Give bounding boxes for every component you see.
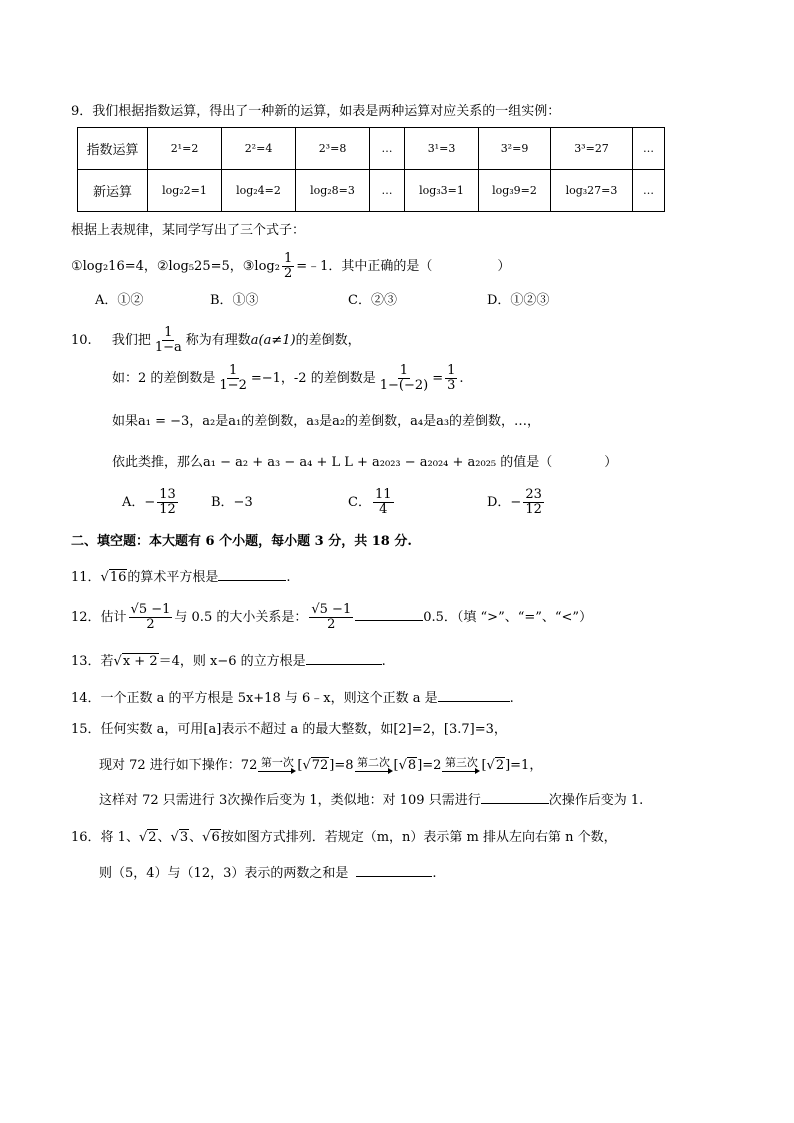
table-cell: 2³=8: [296, 128, 370, 170]
q16-question: [99, 864, 437, 883]
q9-option-a: A．①②: [95, 293, 144, 308]
answer-blank[interactable]: [438, 689, 510, 702]
q10-post: 称为有理数: [185, 333, 251, 348]
fraction-numerator: √5 −1: [130, 602, 171, 617]
q16-post: 按如图方式排列．若规定（m，n）表示第 m 排从左向右第 n 个数，: [220, 830, 617, 845]
q9-option-d: D．①②③: [487, 293, 550, 308]
q9-statement-end: =﹣1．其中正确的是（ ）: [296, 259, 511, 274]
q10-end: 的差倒数，: [295, 333, 361, 348]
q12-pre: 12．估计: [71, 610, 127, 625]
q13-end: .: [381, 654, 386, 669]
fraction: [129, 603, 173, 632]
q12-end: 0.5．（填 “>”、“=”、“<”）: [423, 610, 593, 625]
radicand: 2: [495, 758, 505, 773]
q11: [71, 568, 291, 587]
fraction: [378, 364, 430, 393]
q9-option-c: C．②③: [348, 293, 397, 308]
fraction-numerator: 11: [374, 487, 392, 502]
row-header-exponent: 指数运算: [78, 128, 148, 170]
q13-mid: ＝4，则 x−6 的立方根是: [158, 654, 306, 669]
q15-value: ]=1，: [505, 758, 543, 773]
fraction: [282, 252, 294, 281]
answer-blank[interactable]: [481, 791, 549, 804]
fraction: [373, 488, 394, 517]
fraction-numerator: 1: [228, 363, 238, 378]
q14: [71, 689, 514, 708]
q12-mid: 与 0.5 的大小关系是：: [174, 610, 308, 625]
arrow-label: 第三次: [444, 756, 478, 769]
q15-value: ]=8: [329, 758, 354, 773]
radicand: 16: [109, 570, 127, 585]
q10-example-mid: =−1，-2 的差倒数是: [250, 371, 376, 386]
q16-stem: [71, 829, 617, 847]
answer-blank[interactable]: [355, 608, 423, 621]
q11-text: 的算术平方根是: [127, 570, 219, 585]
q15-value: ]=2: [417, 758, 442, 773]
fraction-denominator: 2: [327, 617, 336, 632]
q10-sequence-def: 如果a₁ = −3，a₂是a₁的差倒数，a₃是a₂的差倒数，a₄是a₃的差倒数，…，: [112, 414, 541, 429]
fraction-denominator: 12: [525, 502, 542, 517]
fraction-denominator: 3: [447, 378, 456, 393]
q10-definition: [71, 326, 361, 355]
q12: [71, 600, 592, 636]
radicand: 6: [211, 830, 220, 845]
fraction-numerator: 1: [164, 325, 173, 340]
q9-intro: 根据上表规律，某同学写出了三个式子：: [71, 223, 306, 238]
q11-number: 11．: [71, 570, 101, 585]
operation-table: [77, 127, 665, 212]
fraction: [153, 326, 184, 355]
table-cell: log₃27=3: [551, 170, 633, 212]
fraction-numerator: 1: [283, 251, 293, 266]
q9-statements: [71, 252, 510, 281]
answer-blank[interactable]: [218, 568, 286, 581]
fraction-denominator: 2: [146, 617, 155, 632]
q15-question-b: 次操作后变为 1.: [548, 793, 644, 808]
sqrt: √6: [202, 830, 220, 845]
row-header-newop: 新运算: [78, 170, 148, 212]
table-cell: 3¹=3: [405, 128, 479, 170]
arrow-label: 第二次: [357, 756, 391, 769]
table-cell: log₂8=3: [296, 170, 370, 212]
q14-end: .: [509, 691, 514, 706]
answer-blank[interactable]: [356, 864, 432, 877]
operation-arrow: [442, 757, 480, 774]
fraction-numerator: 23: [525, 487, 542, 502]
radicand: x + 2: [122, 654, 158, 669]
q10-number: 10.: [71, 333, 92, 348]
table-cell: …: [633, 170, 665, 212]
fraction: [157, 488, 178, 517]
q16-end: .: [432, 866, 437, 881]
arrow-label: 第一次: [260, 756, 294, 769]
table-cell: log₃9=2: [479, 170, 551, 212]
fraction-denominator: 1−a: [154, 340, 182, 355]
fraction: [523, 488, 544, 517]
operation-arrow: [258, 757, 296, 774]
table-row-newop: [78, 170, 665, 212]
table-cell: log₂2=1: [148, 170, 222, 212]
q15-intro: 15．任何实数 a，可用[a]表示不超过 a 的最大整数，如[2]=2，[3.7]=3，: [71, 722, 507, 737]
fraction-numerator: 1: [447, 363, 456, 378]
radicand: 8: [407, 758, 417, 773]
fraction-denominator: 12: [159, 502, 176, 517]
sqrt: √2: [138, 830, 157, 845]
q10-option-a: [122, 488, 180, 518]
option-label: D．−: [487, 495, 522, 510]
q10-option-d: [487, 488, 546, 518]
option-label: C．: [348, 495, 371, 510]
q9-statement-text: ①log₂16=4，②log₅25=5，③log₂: [71, 259, 280, 274]
table-cell: 3³=27: [551, 128, 633, 170]
sqrt: √3: [170, 830, 189, 845]
fraction: [217, 364, 248, 393]
arrow-icon: [355, 768, 393, 774]
q10-example-end: .: [459, 371, 464, 386]
sqrt: √2: [486, 758, 505, 773]
table-cell: log₂4=2: [222, 170, 296, 212]
operation-arrow: [355, 757, 393, 774]
fraction-numerator: 1: [399, 363, 409, 378]
sqrt: √x + 2: [113, 654, 158, 669]
fraction-denominator: 2: [283, 266, 293, 281]
q13: [71, 652, 386, 671]
fraction: [445, 364, 457, 393]
table-cell: …: [633, 128, 665, 170]
q15-question-a: 这样对 72 只需进行 3次操作后变为 1，类似地：对 109 只需进行: [99, 793, 481, 808]
table-cell: …: [370, 128, 405, 170]
fraction-denominator: 1−(−2): [379, 378, 429, 393]
q10-question: 依此类推，那么a₁ − a₂ + a₃ − a₄ + L L + a₂₀₂₃ − a₂₀₂₄ + a₂₀₂₅ 的值是（ ）: [112, 455, 618, 470]
separator: 、: [157, 830, 171, 845]
section-heading: 二、填空题：本大题有 6 个小题，每小题 3 分，共 18 分.: [71, 534, 412, 549]
q15-pre: 现对 72 进行如下操作：72: [99, 758, 258, 773]
fraction-denominator: 4: [379, 502, 388, 517]
q11-end: .: [286, 570, 291, 585]
arrow-icon: [442, 768, 480, 774]
q10-condition: a(a≠1): [250, 333, 296, 348]
sqrt: √72: [302, 758, 329, 773]
table-cell: 2¹=2: [148, 128, 222, 170]
q10-pre: 我们把: [111, 333, 151, 348]
q15-operations: 现对 72 进行如下操作：72 第一次 [√72]=8 第二次 [√8]=2 第三次 [√2]=1，: [99, 754, 542, 778]
fraction-numerator: 13: [159, 487, 176, 502]
q14-text: 14．一个正数 a 的平方根是 5x+18 与 6﹣x，则这个正数 a 是: [71, 691, 438, 706]
q15-question: [99, 791, 643, 810]
fraction-denominator: 1−2: [219, 378, 247, 393]
table-cell: 2²=4: [222, 128, 296, 170]
radicand: 72: [311, 758, 329, 773]
sqrt: √8: [398, 758, 417, 773]
q10-option-b: B．−3: [211, 495, 253, 510]
radicand: 2: [148, 830, 157, 845]
q10-example-pre: 如：2 的差倒数是: [112, 371, 216, 386]
sqrt: √16: [100, 570, 127, 585]
q16-pre: 16．将 1、: [71, 830, 139, 845]
q16-question-text: 则（5，4）与（12，3）表示的两数之和是: [99, 866, 349, 881]
answer-blank[interactable]: [306, 652, 382, 665]
q9-stem: 9．我们根据指数运算，得出了一种新的运算，如表是两种运算对应关系的一组实例：: [71, 104, 561, 119]
q10-example-eq: =: [432, 371, 444, 386]
q10-example: [112, 364, 464, 394]
q13-pre: 13．若: [71, 654, 114, 669]
separator: 、: [189, 830, 203, 845]
fraction: [309, 603, 353, 632]
arrow-icon: [258, 768, 296, 774]
fraction-numerator: √5 −1: [311, 602, 352, 617]
table-cell: …: [370, 170, 405, 212]
q10-option-c: [348, 488, 396, 518]
radicand: 3: [179, 830, 189, 845]
q9-option-b: B．①③: [210, 293, 259, 308]
option-label: A．−: [122, 495, 156, 510]
table-cell: 3²=9: [479, 128, 551, 170]
table-cell: log₃3=1: [405, 170, 479, 212]
table-row-exponent: [78, 128, 665, 170]
